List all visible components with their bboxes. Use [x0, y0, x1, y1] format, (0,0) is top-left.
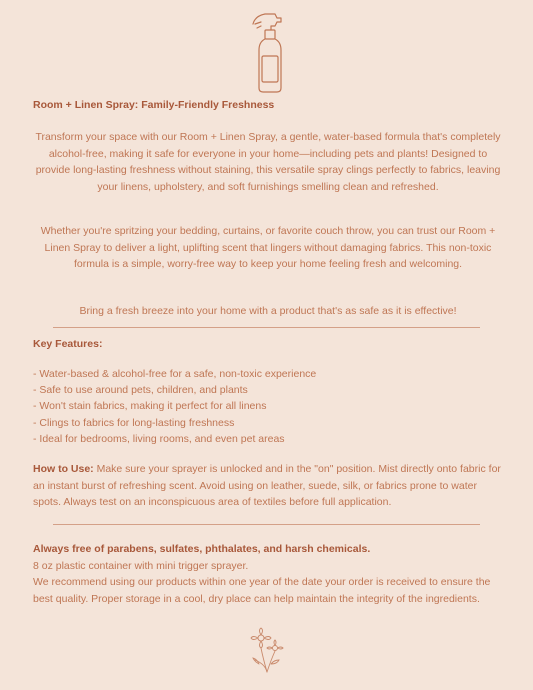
- list-item: - Clings to fabrics for long-lasting freshness: [33, 416, 235, 429]
- free-of-statement: Always free of parabens, sulfates, phthalates, and harsh chemicals.: [33, 543, 371, 555]
- list-item: - Won't stain fabrics, making it perfect for all linens: [33, 400, 267, 413]
- list-item: - Water-based & alcohol-free for a safe, non-toxic experience: [33, 368, 317, 380]
- how-to-use-paragraph: [33, 461, 503, 511]
- list-item: - Safe to use around pets, children, and plants: [33, 384, 248, 397]
- flower-sketch-icon: [245, 626, 289, 676]
- divider: [53, 524, 480, 525]
- container-info: 8 oz plastic container with mini trigger sprayer.: [33, 559, 249, 572]
- divider: [53, 327, 480, 328]
- intro-paragraph-2: Whether you're spritzing your bedding, curtains, or favorite couch throw, you can trust our Room + Linen Spray to deliver a light, uplifting scent that lingers without damaging fabrics. This non-toxic formula is a simple, worry-free way to keep your home feeling fresh and welcoming.: [40, 225, 496, 270]
- intro-paragraph-1: Transform your space with our Room + Linen Spray, a gentle, water-based formula that's completely alcohol-free, making it safe for everyone in your home—including pets and plants! Designed to provide long-lasting freshness without staining, this versatile spray clings perfectly to fabrics, leaving your linens, upholstery, and soft furnishings smelling clean and refreshed.: [35, 131, 501, 193]
- how-to-use-text: Make sure your sprayer is unlocked and in the "on" position. Mist directly onto fabric for an instant burst of refreshing scent. Avoid using on leather, suede, silk, or fabrics prone to water spots. Always test on an inconspicuous area of textiles before full application.: [33, 463, 501, 508]
- list-item: - Ideal for bedrooms, living rooms, and even pet areas: [33, 432, 285, 445]
- key-features-list: [33, 366, 503, 447]
- page-title: Room + Linen Spray: Family-Friendly Freshness: [33, 99, 275, 111]
- key-features-heading: Key Features:: [33, 338, 103, 350]
- product-info: [33, 541, 503, 607]
- spray-bottle-icon: [245, 10, 289, 94]
- intro-paragraph-3: Bring a fresh breeze into your home with a product that's as safe as it is effective!: [79, 305, 457, 317]
- recommendation-text: We recommend using our products within one year of the date your order is received to ensure the best quality. Proper storage in a cool, dry place can help maintain the integrity of the ingredients.: [33, 576, 491, 605]
- how-to-use-label: How to Use:: [33, 463, 94, 475]
